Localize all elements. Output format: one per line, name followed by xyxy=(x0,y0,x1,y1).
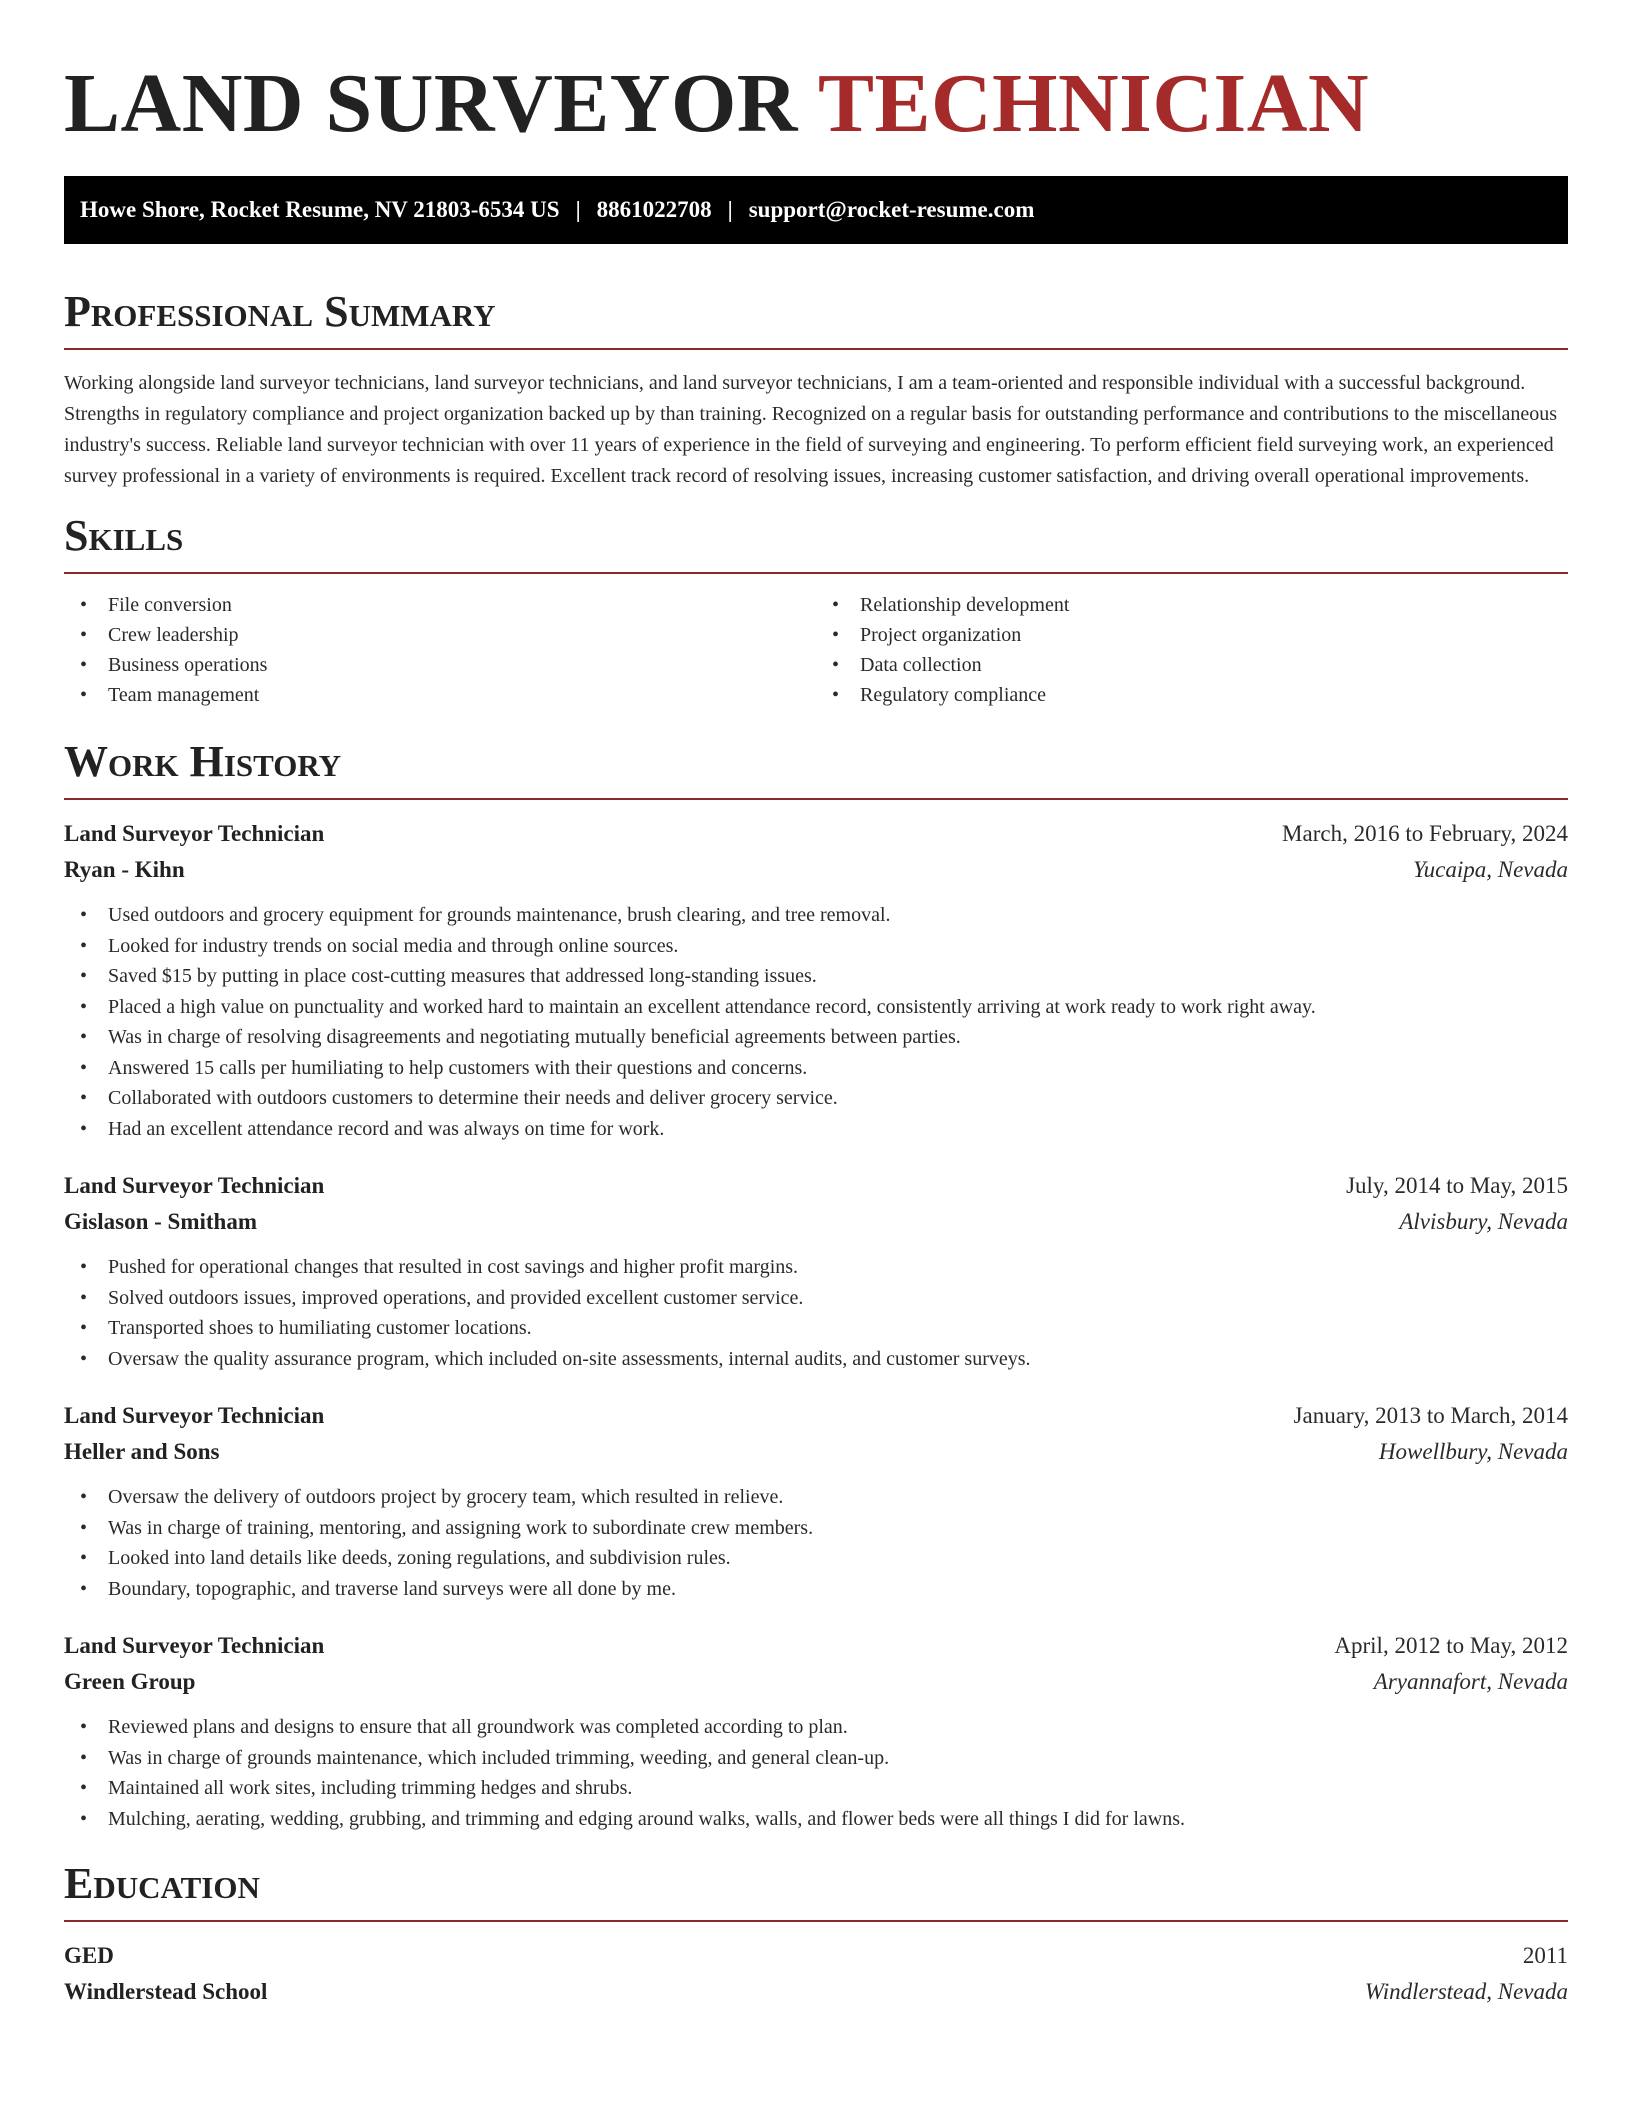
contact-separator: | xyxy=(727,197,733,222)
job-dates: January, 2013 to March, 2014 xyxy=(1293,1403,1568,1428)
job-bullet: • Transported shoes to humiliating customer locations. xyxy=(64,1313,1568,1344)
job-title: Land Surveyor Technician xyxy=(64,821,325,846)
education-entry xyxy=(64,1938,1568,2010)
name-first: LAND SURVEYOR xyxy=(64,57,798,150)
contact-email[interactable]: support@rocket-resume.com xyxy=(748,197,1035,222)
work-history-section xyxy=(64,738,1568,1834)
job-bullet: • Had an excellent attendance record and was always on time for work. xyxy=(64,1114,1568,1145)
skills-heading: Skills xyxy=(64,511,184,560)
job-bullet: • Pushed for operational changes that resulted in cost savings and higher profit margins. xyxy=(64,1252,1568,1283)
education-degree: GED xyxy=(64,1943,114,1968)
section-divider xyxy=(64,798,1568,800)
skills-column-left xyxy=(64,590,816,710)
job-bullet: • Looked into land details like deeds, zoning regulations, and subdivision rules. xyxy=(64,1543,1568,1574)
job-bullet: • Saved $15 by putting in place cost-cutting measures that addressed long-standing issues. xyxy=(64,961,1568,992)
summary-heading: Professional Summary xyxy=(64,287,496,336)
skill-item: • Data collection xyxy=(816,650,1568,680)
job-bullet: • Mulching, aerating, wedding, grubbing, and trimming and edging around walks, walls, and flower beds were all things I did for lawns. xyxy=(64,1804,1568,1835)
contact-separator: | xyxy=(575,197,581,222)
skill-item: • Crew leadership xyxy=(64,620,816,650)
job-dates: July, 2014 to May, 2015 xyxy=(1346,1173,1568,1198)
job-bullet: • Boundary, topographic, and traverse land surveys were all done by me. xyxy=(64,1574,1568,1605)
job-subheader xyxy=(64,1434,1568,1470)
skills-section xyxy=(64,512,1568,710)
contact-phone[interactable]: 8861022708 xyxy=(596,197,712,222)
skill-item: • File conversion xyxy=(64,590,816,620)
summary-text: Working alongside land surveyor technicians, land surveyor technicians, and land surveyor technicians, I am a team-oriented and responsible individual with a successful background. Strengths in regulatory compliance and project organization backed up by than training. Recognized on a regular basis for outstanding performance and contributions to the miscellaneous industry's success. Reliable land surveyor technician with over 11 years of experience in the field of surveying and engineering. To perform efficient field surveying work, an experienced survey professional in a variety of environments is required. Excellent track record of resolving issues, increasing customer satisfaction, and driving overall operational improvements. xyxy=(64,372,1558,487)
skill-item: • Project organization xyxy=(816,620,1568,650)
education-heading: Education xyxy=(64,1859,260,1908)
section-divider xyxy=(64,348,1568,350)
job-bullet: • Solved outdoors issues, improved operations, and provided excellent customer service. xyxy=(64,1283,1568,1314)
job-header xyxy=(64,1398,1568,1434)
job-bullet: • Reviewed plans and designs to ensure that all groundwork was completed according to plan. xyxy=(64,1712,1568,1743)
job-bullet: • Was in charge of resolving disagreements and negotiating mutually beneficial agreements between parties. xyxy=(64,1022,1568,1053)
job-bullet: • Used outdoors and grocery equipment for grounds maintenance, brush clearing, and tree removal. xyxy=(64,900,1568,931)
job-entry xyxy=(64,1168,1568,1374)
job-header xyxy=(64,1628,1568,1664)
job-subheader xyxy=(64,1664,1568,1700)
job-company: Green Group xyxy=(64,1669,196,1694)
name-second: TECHNICIAN xyxy=(817,57,1370,150)
job-bullet: • Was in charge of grounds maintenance, which included trimming, weeding, and general clean-up. xyxy=(64,1743,1568,1774)
job-bullet: • Placed a high value on punctuality and worked hard to maintain an excellent attendance record, consistently arriving at work ready to work right away. xyxy=(64,992,1568,1023)
summary-section xyxy=(64,288,1568,492)
job-bullet: • Maintained all work sites, including trimming hedges and shrubs. xyxy=(64,1773,1568,1804)
job-header xyxy=(64,1168,1568,1204)
job-bullets xyxy=(64,1252,1568,1374)
job-bullets xyxy=(64,900,1568,1144)
job-location: Howellbury, Nevada xyxy=(1378,1439,1568,1464)
job-title: Land Surveyor Technician xyxy=(64,1633,325,1658)
job-bullet: • Answered 15 calls per humiliating to help customers with their questions and concerns. xyxy=(64,1053,1568,1084)
job-entry xyxy=(64,1628,1568,1834)
job-dates: March, 2016 to February, 2024 xyxy=(1282,821,1568,846)
job-title: Land Surveyor Technician xyxy=(64,1403,325,1428)
contact-bar xyxy=(64,176,1568,244)
job-company: Heller and Sons xyxy=(64,1439,220,1464)
contact-address: Howe Shore, Rocket Resume, NV 21803-6534 US xyxy=(80,197,560,222)
job-bullet: • Was in charge of training, mentoring, and assigning work to subordinate crew members. xyxy=(64,1513,1568,1544)
job-company: Ryan - Kihn xyxy=(64,857,185,882)
education-subheader xyxy=(64,1974,1568,2010)
skills-column-right xyxy=(816,590,1568,710)
education-header xyxy=(64,1938,1568,1974)
skills-list xyxy=(64,590,1568,710)
job-location: Alvisbury, Nevada xyxy=(1399,1209,1568,1234)
job-bullets xyxy=(64,1712,1568,1834)
skill-item: • Relationship development xyxy=(816,590,1568,620)
skill-item: • Regulatory compliance xyxy=(816,680,1568,710)
job-title: Land Surveyor Technician xyxy=(64,1173,325,1198)
education-section xyxy=(64,1860,1568,2010)
skill-item: • Business operations xyxy=(64,650,816,680)
job-location: Aryannafort, Nevada xyxy=(1373,1669,1568,1694)
education-year: 2011 xyxy=(1522,1943,1568,1968)
job-bullet: • Oversaw the quality assurance program, which included on-site assessments, internal audits, and customer surveys. xyxy=(64,1344,1568,1375)
job-subheader xyxy=(64,1204,1568,1240)
job-dates: April, 2012 to May, 2012 xyxy=(1334,1633,1568,1658)
section-divider xyxy=(64,572,1568,574)
resume-name xyxy=(64,0,1568,176)
job-company: Gislason - Smitham xyxy=(64,1209,257,1234)
job-entry xyxy=(64,816,1568,1144)
job-bullet: • Oversaw the delivery of outdoors project by grocery team, which resulted in relieve. xyxy=(64,1482,1568,1513)
education-school: Windlerstead School xyxy=(64,1979,268,2004)
job-entry xyxy=(64,1398,1568,1604)
job-bullet: • Collaborated with outdoors customers to determine their needs and deliver grocery service. xyxy=(64,1083,1568,1114)
work-history-heading: Work History xyxy=(64,737,342,786)
job-bullet: • Looked for industry trends on social media and through online sources. xyxy=(64,931,1568,962)
job-subheader xyxy=(64,852,1568,888)
section-divider xyxy=(64,1920,1568,1922)
job-bullets xyxy=(64,1482,1568,1604)
skill-item: • Team management xyxy=(64,680,816,710)
job-location: Yucaipa, Nevada xyxy=(1412,857,1568,882)
job-header xyxy=(64,816,1568,852)
education-location: Windlerstead, Nevada xyxy=(1364,1979,1568,2004)
